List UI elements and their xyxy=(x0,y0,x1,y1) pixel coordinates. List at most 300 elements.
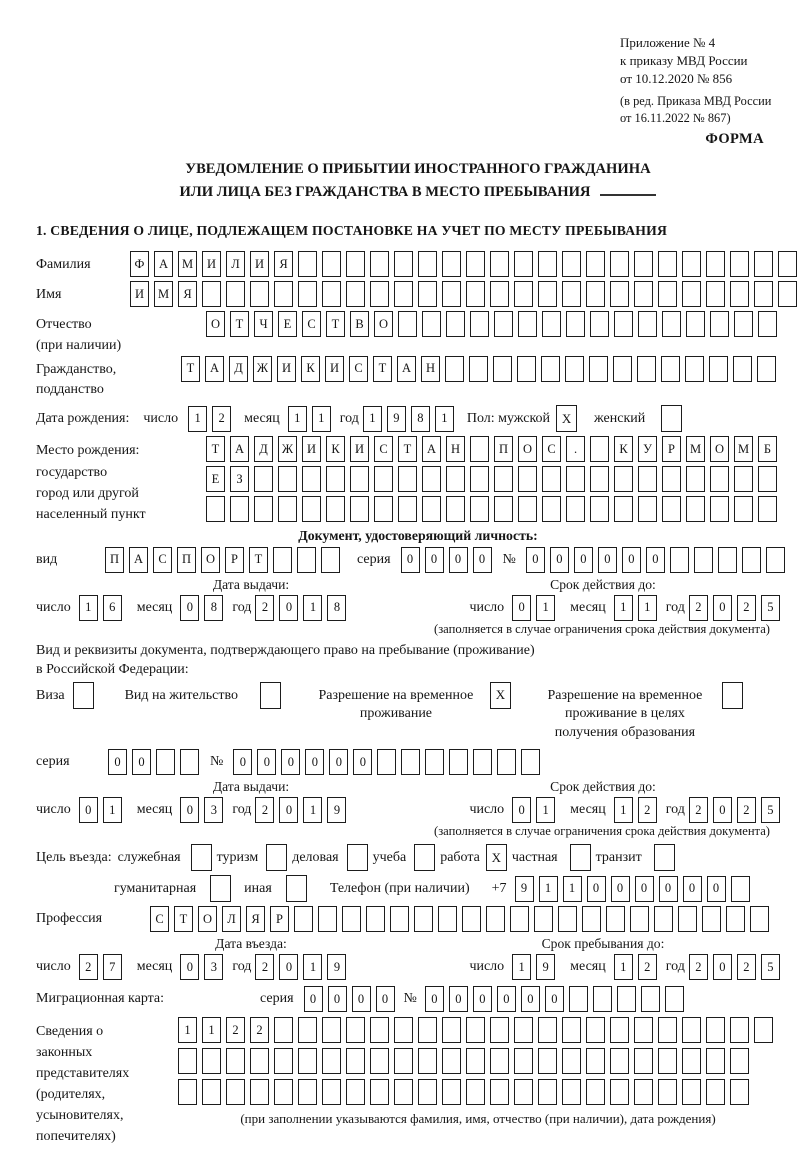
char-box[interactable]: К xyxy=(614,436,633,462)
char-box[interactable]: Ж xyxy=(253,356,272,382)
char-box[interactable] xyxy=(638,496,657,522)
char-box[interactable] xyxy=(493,356,512,382)
char-box[interactable]: 1 xyxy=(303,954,322,980)
char-box[interactable] xyxy=(590,466,609,492)
char-box[interactable] xyxy=(377,749,396,775)
char-box[interactable] xyxy=(730,281,749,307)
char-box[interactable]: 2 xyxy=(255,954,274,980)
char-box[interactable] xyxy=(350,496,369,522)
char-box[interactable] xyxy=(734,496,753,522)
char-box[interactable] xyxy=(706,1017,725,1043)
char-box[interactable] xyxy=(654,844,675,871)
char-box[interactable] xyxy=(202,281,221,307)
char-box[interactable]: М xyxy=(734,436,753,462)
char-box[interactable] xyxy=(718,547,737,573)
char-box[interactable]: 2 xyxy=(79,954,98,980)
char-box[interactable] xyxy=(562,1017,581,1043)
char-box[interactable] xyxy=(733,356,752,382)
char-box[interactable]: П xyxy=(177,547,196,573)
char-box[interactable] xyxy=(490,1017,509,1043)
char-box[interactable] xyxy=(658,281,677,307)
char-box[interactable]: Д xyxy=(229,356,248,382)
char-box[interactable]: 0 xyxy=(497,986,516,1012)
char-box[interactable] xyxy=(442,281,461,307)
char-box[interactable] xyxy=(590,496,609,522)
char-box[interactable]: 1 xyxy=(363,406,382,432)
char-box[interactable] xyxy=(731,876,750,902)
char-box[interactable] xyxy=(274,1048,293,1074)
char-box[interactable]: 9 xyxy=(327,797,346,823)
char-box[interactable] xyxy=(682,1079,701,1105)
char-box[interactable] xyxy=(685,356,704,382)
char-box[interactable] xyxy=(538,1048,557,1074)
char-box[interactable]: 0 xyxy=(425,547,444,573)
char-box[interactable] xyxy=(766,547,785,573)
char-box[interactable] xyxy=(398,311,417,337)
char-box[interactable] xyxy=(518,311,537,337)
char-box[interactable] xyxy=(473,749,492,775)
char-box[interactable] xyxy=(466,281,485,307)
char-box[interactable] xyxy=(278,496,297,522)
char-box[interactable] xyxy=(510,906,529,932)
char-box[interactable] xyxy=(394,1048,413,1074)
char-box[interactable]: 0 xyxy=(108,749,127,775)
char-box[interactable]: 1 xyxy=(178,1017,197,1043)
char-box[interactable]: А xyxy=(129,547,148,573)
char-box[interactable]: 1 xyxy=(563,876,582,902)
char-box[interactable] xyxy=(758,466,777,492)
char-box[interactable] xyxy=(517,356,536,382)
char-box[interactable] xyxy=(342,906,361,932)
char-box[interactable]: С xyxy=(150,906,169,932)
char-box[interactable] xyxy=(586,1048,605,1074)
char-box[interactable] xyxy=(322,281,341,307)
char-box[interactable]: Ф xyxy=(130,251,149,277)
char-box[interactable]: 0 xyxy=(646,547,665,573)
char-box[interactable]: Н xyxy=(446,436,465,462)
char-box[interactable]: 0 xyxy=(279,797,298,823)
char-box[interactable]: 1 xyxy=(539,876,558,902)
char-box[interactable] xyxy=(586,1079,605,1105)
char-box[interactable] xyxy=(566,466,585,492)
char-box[interactable] xyxy=(422,466,441,492)
char-box[interactable] xyxy=(418,1017,437,1043)
char-box[interactable]: 1 xyxy=(512,954,531,980)
char-box[interactable] xyxy=(614,311,633,337)
char-box[interactable] xyxy=(298,251,317,277)
char-box[interactable]: 6 xyxy=(103,595,122,621)
char-box[interactable]: П xyxy=(494,436,513,462)
char-box[interactable]: 0 xyxy=(713,595,732,621)
char-box[interactable]: А xyxy=(422,436,441,462)
char-box[interactable]: 0 xyxy=(376,986,395,1012)
char-box[interactable]: 0 xyxy=(180,797,199,823)
char-box[interactable] xyxy=(682,251,701,277)
char-box[interactable] xyxy=(730,1079,749,1105)
char-box[interactable]: 0 xyxy=(473,547,492,573)
char-box[interactable] xyxy=(682,1048,701,1074)
char-box[interactable] xyxy=(658,1079,677,1105)
char-box[interactable]: Б xyxy=(758,436,777,462)
char-box[interactable] xyxy=(370,1017,389,1043)
char-box[interactable]: 1 xyxy=(79,595,98,621)
char-box[interactable] xyxy=(634,251,653,277)
char-box[interactable]: 2 xyxy=(689,797,708,823)
char-box[interactable]: Л xyxy=(222,906,241,932)
char-box[interactable]: 5 xyxy=(761,954,780,980)
char-box[interactable]: 5 xyxy=(761,595,780,621)
char-box[interactable] xyxy=(670,547,689,573)
char-box[interactable]: Ч xyxy=(254,311,273,337)
char-box[interactable]: 7 xyxy=(103,954,122,980)
char-box[interactable] xyxy=(298,1048,317,1074)
char-box[interactable]: 0 xyxy=(574,547,593,573)
char-box[interactable] xyxy=(226,1079,245,1105)
char-box[interactable] xyxy=(757,356,776,382)
char-box[interactable]: И xyxy=(130,281,149,307)
char-box[interactable] xyxy=(541,356,560,382)
char-box[interactable]: 0 xyxy=(233,749,252,775)
char-box[interactable] xyxy=(562,1048,581,1074)
char-box[interactable]: 0 xyxy=(279,595,298,621)
char-box[interactable] xyxy=(394,1017,413,1043)
char-box[interactable]: 2 xyxy=(255,797,274,823)
char-box[interactable] xyxy=(558,906,577,932)
char-box[interactable] xyxy=(682,281,701,307)
char-box[interactable] xyxy=(347,844,368,871)
char-box[interactable]: . xyxy=(566,436,585,462)
char-box[interactable] xyxy=(662,311,681,337)
char-box[interactable]: 0 xyxy=(305,749,324,775)
char-box[interactable]: 0 xyxy=(79,797,98,823)
char-box[interactable]: Р xyxy=(225,547,244,573)
char-box[interactable]: 9 xyxy=(536,954,555,980)
char-box[interactable] xyxy=(722,682,743,709)
char-box[interactable] xyxy=(202,1048,221,1074)
char-box[interactable] xyxy=(750,906,769,932)
char-box[interactable] xyxy=(514,1079,533,1105)
char-box[interactable] xyxy=(730,1017,749,1043)
char-box[interactable] xyxy=(374,496,393,522)
char-box[interactable] xyxy=(706,281,725,307)
char-box[interactable] xyxy=(398,466,417,492)
char-box[interactable]: 2 xyxy=(737,797,756,823)
char-box[interactable]: 0 xyxy=(545,986,564,1012)
char-box[interactable]: 0 xyxy=(329,749,348,775)
char-box[interactable] xyxy=(634,1048,653,1074)
char-box[interactable] xyxy=(589,356,608,382)
char-box[interactable] xyxy=(449,749,468,775)
char-box[interactable]: Н xyxy=(421,356,440,382)
char-box[interactable]: 0 xyxy=(281,749,300,775)
char-box[interactable]: З xyxy=(230,466,249,492)
char-box[interactable]: 0 xyxy=(449,547,468,573)
char-box[interactable] xyxy=(418,281,437,307)
char-box[interactable] xyxy=(494,466,513,492)
char-box[interactable]: 0 xyxy=(526,547,545,573)
char-box[interactable] xyxy=(278,466,297,492)
char-box[interactable] xyxy=(414,906,433,932)
char-box[interactable] xyxy=(610,281,629,307)
char-box[interactable]: X xyxy=(486,844,507,871)
char-box[interactable]: Е xyxy=(278,311,297,337)
char-box[interactable] xyxy=(470,311,489,337)
char-box[interactable] xyxy=(610,1017,629,1043)
char-box[interactable] xyxy=(514,1048,533,1074)
char-box[interactable]: 0 xyxy=(512,797,531,823)
char-box[interactable] xyxy=(542,311,561,337)
char-box[interactable]: 0 xyxy=(304,986,323,1012)
char-box[interactable] xyxy=(401,749,420,775)
char-box[interactable] xyxy=(466,1079,485,1105)
char-box[interactable] xyxy=(562,281,581,307)
char-box[interactable]: Я xyxy=(246,906,265,932)
char-box[interactable] xyxy=(662,466,681,492)
char-box[interactable] xyxy=(398,496,417,522)
char-box[interactable] xyxy=(582,906,601,932)
char-box[interactable]: 9 xyxy=(515,876,534,902)
char-box[interactable]: В xyxy=(350,311,369,337)
char-box[interactable] xyxy=(658,251,677,277)
char-box[interactable] xyxy=(346,251,365,277)
char-box[interactable] xyxy=(302,466,321,492)
char-box[interactable] xyxy=(226,1048,245,1074)
char-box[interactable]: 1 xyxy=(103,797,122,823)
char-box[interactable] xyxy=(326,496,345,522)
char-box[interactable]: М xyxy=(686,436,705,462)
char-box[interactable] xyxy=(350,466,369,492)
char-box[interactable] xyxy=(318,906,337,932)
char-box[interactable] xyxy=(586,1017,605,1043)
char-box[interactable] xyxy=(394,251,413,277)
char-box[interactable] xyxy=(610,251,629,277)
char-box[interactable] xyxy=(274,1017,293,1043)
char-box[interactable] xyxy=(230,496,249,522)
char-box[interactable] xyxy=(654,906,673,932)
char-box[interactable]: Р xyxy=(662,436,681,462)
char-box[interactable]: 3 xyxy=(204,954,223,980)
char-box[interactable] xyxy=(661,405,682,432)
char-box[interactable]: 0 xyxy=(257,749,276,775)
char-box[interactable] xyxy=(418,1048,437,1074)
char-box[interactable]: И xyxy=(325,356,344,382)
char-box[interactable]: 2 xyxy=(737,954,756,980)
char-box[interactable] xyxy=(542,496,561,522)
char-box[interactable]: 1 xyxy=(312,406,331,432)
char-box[interactable]: Т xyxy=(326,311,345,337)
char-box[interactable] xyxy=(586,281,605,307)
char-box[interactable]: А xyxy=(154,251,173,277)
char-box[interactable]: 2 xyxy=(255,595,274,621)
char-box[interactable] xyxy=(590,436,609,462)
char-box[interactable]: К xyxy=(326,436,345,462)
char-box[interactable] xyxy=(422,496,441,522)
char-box[interactable] xyxy=(569,986,588,1012)
char-box[interactable] xyxy=(614,466,633,492)
char-box[interactable]: 0 xyxy=(598,547,617,573)
char-box[interactable] xyxy=(366,906,385,932)
char-box[interactable] xyxy=(709,356,728,382)
char-box[interactable] xyxy=(394,1079,413,1105)
char-box[interactable] xyxy=(742,547,761,573)
char-box[interactable]: 0 xyxy=(279,954,298,980)
char-box[interactable] xyxy=(706,1048,725,1074)
char-box[interactable] xyxy=(469,356,488,382)
char-box[interactable] xyxy=(446,311,465,337)
char-box[interactable] xyxy=(180,749,199,775)
char-box[interactable] xyxy=(178,1048,197,1074)
char-box[interactable] xyxy=(346,281,365,307)
char-box[interactable] xyxy=(202,1079,221,1105)
char-box[interactable] xyxy=(226,281,245,307)
char-box[interactable] xyxy=(641,986,660,1012)
char-box[interactable]: 0 xyxy=(713,954,732,980)
char-box[interactable] xyxy=(298,1079,317,1105)
char-box[interactable]: 1 xyxy=(614,595,633,621)
char-box[interactable] xyxy=(73,682,94,709)
char-box[interactable]: 0 xyxy=(587,876,606,902)
char-box[interactable]: О xyxy=(198,906,217,932)
char-box[interactable] xyxy=(442,251,461,277)
char-box[interactable]: 1 xyxy=(303,797,322,823)
char-box[interactable] xyxy=(593,986,612,1012)
char-box[interactable] xyxy=(521,749,540,775)
char-box[interactable] xyxy=(394,281,413,307)
char-box[interactable] xyxy=(370,281,389,307)
char-box[interactable]: Т xyxy=(398,436,417,462)
char-box[interactable]: 0 xyxy=(659,876,678,902)
char-box[interactable]: 0 xyxy=(449,986,468,1012)
char-box[interactable]: А xyxy=(397,356,416,382)
char-box[interactable] xyxy=(570,844,591,871)
char-box[interactable] xyxy=(250,1048,269,1074)
char-box[interactable] xyxy=(346,1079,365,1105)
char-box[interactable] xyxy=(250,1079,269,1105)
char-box[interactable] xyxy=(634,1017,653,1043)
char-box[interactable]: И xyxy=(277,356,296,382)
char-box[interactable] xyxy=(490,251,509,277)
char-box[interactable]: 2 xyxy=(638,797,657,823)
char-box[interactable] xyxy=(266,844,287,871)
char-box[interactable] xyxy=(321,547,340,573)
char-box[interactable]: Т xyxy=(230,311,249,337)
char-box[interactable] xyxy=(156,749,175,775)
char-box[interactable] xyxy=(370,251,389,277)
char-box[interactable]: 8 xyxy=(204,595,223,621)
char-box[interactable] xyxy=(754,251,773,277)
char-box[interactable]: Я xyxy=(274,251,293,277)
char-box[interactable] xyxy=(494,311,513,337)
char-box[interactable] xyxy=(566,311,585,337)
char-box[interactable] xyxy=(254,466,273,492)
char-box[interactable] xyxy=(630,906,649,932)
char-box[interactable]: И xyxy=(202,251,221,277)
char-box[interactable] xyxy=(682,1017,701,1043)
char-box[interactable]: М xyxy=(178,251,197,277)
char-box[interactable] xyxy=(758,496,777,522)
char-box[interactable] xyxy=(326,466,345,492)
char-box[interactable]: О xyxy=(201,547,220,573)
char-box[interactable] xyxy=(710,466,729,492)
char-box[interactable]: О xyxy=(518,436,537,462)
char-box[interactable]: И xyxy=(350,436,369,462)
char-box[interactable]: Я xyxy=(178,281,197,307)
char-box[interactable] xyxy=(490,1079,509,1105)
char-box[interactable]: 1 xyxy=(614,797,633,823)
char-box[interactable] xyxy=(606,906,625,932)
char-box[interactable] xyxy=(418,251,437,277)
char-box[interactable] xyxy=(274,281,293,307)
char-box[interactable] xyxy=(322,1017,341,1043)
char-box[interactable]: 0 xyxy=(401,547,420,573)
char-box[interactable]: 0 xyxy=(352,986,371,1012)
char-box[interactable] xyxy=(445,356,464,382)
char-box[interactable]: Т xyxy=(373,356,392,382)
char-box[interactable]: 0 xyxy=(425,986,444,1012)
char-box[interactable] xyxy=(370,1048,389,1074)
char-box[interactable]: И xyxy=(302,436,321,462)
char-box[interactable] xyxy=(322,1079,341,1105)
char-box[interactable]: 0 xyxy=(550,547,569,573)
char-box[interactable]: 1 xyxy=(614,954,633,980)
char-box[interactable] xyxy=(665,986,684,1012)
char-box[interactable] xyxy=(538,1079,557,1105)
char-box[interactable] xyxy=(542,466,561,492)
char-box[interactable] xyxy=(466,251,485,277)
char-box[interactable]: А xyxy=(205,356,224,382)
char-box[interactable] xyxy=(658,1017,677,1043)
char-box[interactable]: 1 xyxy=(303,595,322,621)
char-box[interactable] xyxy=(754,281,773,307)
char-box[interactable] xyxy=(302,496,321,522)
char-box[interactable] xyxy=(442,1079,461,1105)
char-box[interactable] xyxy=(514,1017,533,1043)
char-box[interactable] xyxy=(726,906,745,932)
char-box[interactable] xyxy=(638,466,657,492)
char-box[interactable] xyxy=(297,547,316,573)
char-box[interactable]: И xyxy=(250,251,269,277)
char-box[interactable]: 8 xyxy=(411,406,430,432)
char-box[interactable]: 1 xyxy=(288,406,307,432)
char-box[interactable] xyxy=(490,281,509,307)
char-box[interactable] xyxy=(634,281,653,307)
char-box[interactable]: О xyxy=(206,311,225,337)
char-box[interactable] xyxy=(734,311,753,337)
char-box[interactable] xyxy=(514,281,533,307)
char-box[interactable]: 0 xyxy=(707,876,726,902)
char-box[interactable] xyxy=(534,906,553,932)
char-box[interactable] xyxy=(470,496,489,522)
char-box[interactable] xyxy=(486,906,505,932)
char-box[interactable] xyxy=(730,251,749,277)
char-box[interactable]: Т xyxy=(181,356,200,382)
char-box[interactable] xyxy=(686,496,705,522)
char-box[interactable] xyxy=(562,1079,581,1105)
char-box[interactable] xyxy=(254,496,273,522)
char-box[interactable] xyxy=(470,436,489,462)
char-box[interactable]: 0 xyxy=(622,547,641,573)
char-box[interactable]: 0 xyxy=(180,954,199,980)
char-box[interactable] xyxy=(425,749,444,775)
char-box[interactable] xyxy=(538,1017,557,1043)
char-box[interactable]: Р xyxy=(270,906,289,932)
char-box[interactable] xyxy=(562,251,581,277)
char-box[interactable] xyxy=(273,547,292,573)
char-box[interactable] xyxy=(514,251,533,277)
char-box[interactable]: О xyxy=(710,436,729,462)
char-box[interactable]: С xyxy=(302,311,321,337)
char-box[interactable] xyxy=(260,682,281,709)
